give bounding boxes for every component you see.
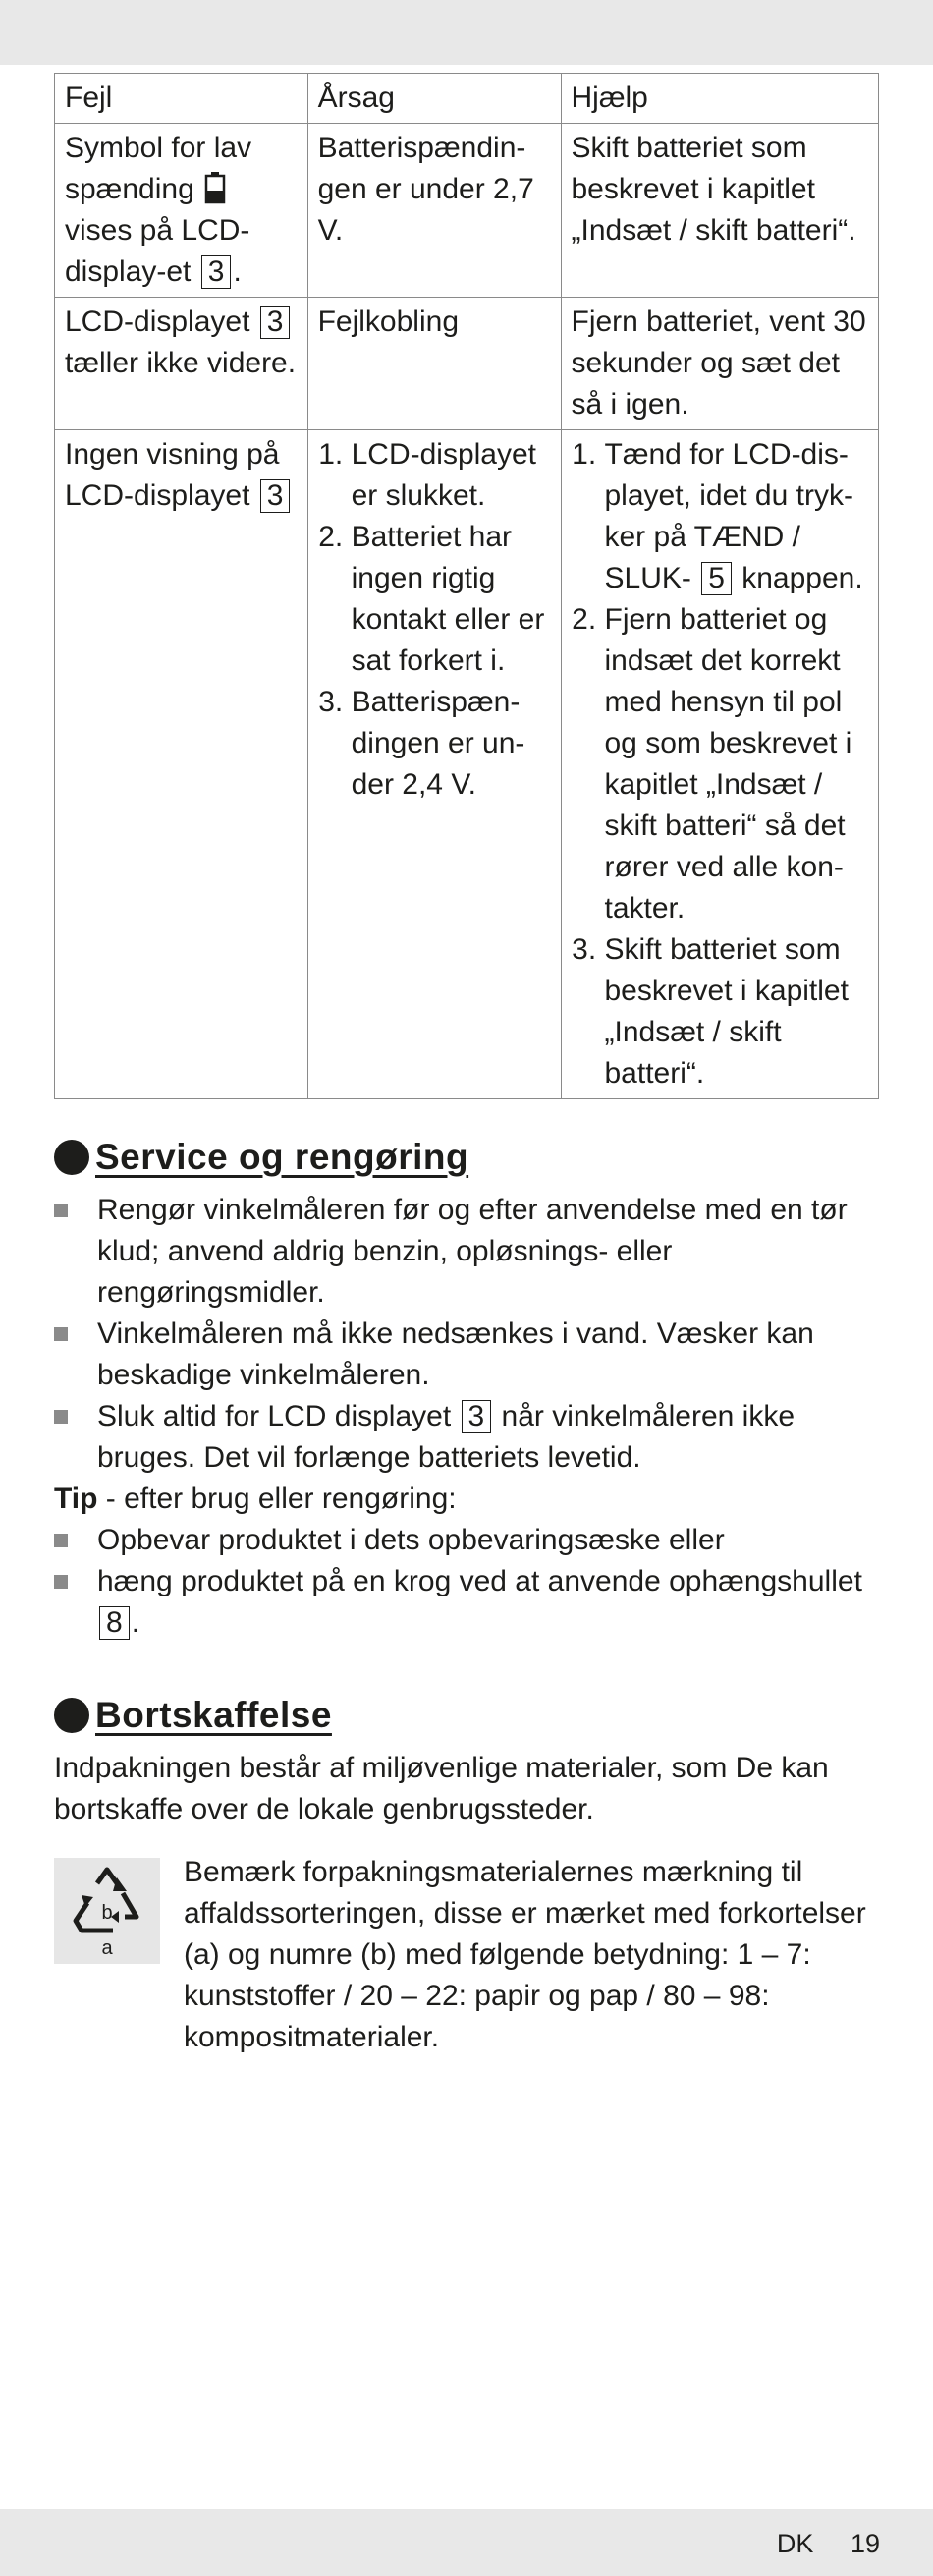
page-footer bbox=[747, 2529, 880, 2559]
reference-number: 3 bbox=[201, 255, 232, 289]
fault-text: . bbox=[233, 255, 242, 288]
fault-text: tæller ikke videre. bbox=[65, 347, 297, 379]
column-header-fault: Fejl bbox=[55, 74, 308, 124]
recycling-text: Bemærk forpakningsmaterialernes mærkning til affaldssorteringen, disse er mærket med forkortelser (a) og numre (b) med følgende betydning: 1 – 7: kunststoffer / 20 – 22: papir og pap / 80 – 98: kompositmaterialer. bbox=[184, 1856, 866, 2053]
list-item: Rengør vinkelmåleren før og efter anvendelse med en tør klud; anvend aldrig benzin, opløsnings- eller rengøringsmidler. bbox=[54, 1190, 879, 1314]
fault-cell bbox=[55, 124, 308, 298]
cause-cell: Batterispændin-gen er under 2,7 V. bbox=[307, 124, 561, 298]
reference-number: 5 bbox=[701, 562, 732, 595]
fault-text: LCD-displayet bbox=[65, 306, 250, 338]
cause-cell: Fejlkobling bbox=[307, 298, 561, 430]
recycling-note bbox=[54, 1852, 879, 2058]
recycle-code-b: b bbox=[101, 1902, 113, 1924]
item-text: når vinkelmåleren ikke bruges. Det vil forlænge batteriets levetid. bbox=[97, 1400, 796, 1474]
recycle-code-a: a bbox=[101, 1937, 113, 1959]
section-title: Bortskaffelse bbox=[95, 1695, 332, 1735]
fault-cell bbox=[55, 430, 308, 1099]
tip-line bbox=[54, 1479, 879, 1520]
service-heading bbox=[54, 1137, 879, 1178]
bullet-dot-icon bbox=[54, 1698, 89, 1733]
item-text: hæng produktet på en krog ved at anvende ophængshullet bbox=[97, 1565, 862, 1597]
low-battery-icon bbox=[204, 171, 226, 204]
reference-number: 3 bbox=[462, 1400, 492, 1433]
list-item: 3. Batterispæn-dingen er un-der 2,4 V. bbox=[352, 682, 551, 806]
list-item bbox=[54, 1561, 879, 1644]
table-row bbox=[55, 430, 879, 1099]
column-header-cause: Årsag bbox=[307, 74, 561, 124]
help-cell: Skift batteriet som beskrevet i kapitlet „Indsæt / skift batteri“. bbox=[561, 124, 879, 298]
list-item: 3. Skift batteriet som beskrevet i kapitlet „Indsæt / skift batteri“. bbox=[605, 929, 869, 1094]
item-text: Sluk altid for LCD displayet bbox=[97, 1400, 452, 1432]
help-text: knappen. bbox=[741, 562, 863, 594]
header-band bbox=[0, 0, 933, 65]
column-header-help: Hjælp bbox=[561, 74, 879, 124]
service-list bbox=[54, 1190, 879, 1479]
list-item: 2. Batteriet har ingen rigtig kontakt eller er sat forkert i. bbox=[352, 517, 551, 682]
disposal-intro: Indpakningen består af miljøvenlige materialer, som De kan bortskaffe over de lokale genbrugssteder. bbox=[54, 1752, 829, 1825]
list-item: 1. LCD-displayet er slukket. bbox=[352, 434, 551, 517]
list-item bbox=[605, 434, 869, 599]
page-content bbox=[54, 73, 879, 2058]
troubleshooting-table bbox=[54, 73, 879, 1099]
reference-number: 8 bbox=[99, 1606, 130, 1640]
item-text: . bbox=[131, 1606, 140, 1639]
page-number: 19 bbox=[850, 2529, 880, 2558]
reference-number: 3 bbox=[260, 479, 291, 513]
list-item: Opbevar produktet i dets opbevaringsæske eller bbox=[54, 1520, 879, 1561]
list-item: Vinkelmåleren må ikke nedsænkes i vand. Væsker kan beskadige vinkelmåleren. bbox=[54, 1314, 879, 1396]
disposal-heading bbox=[54, 1695, 879, 1736]
tip-label: Tip bbox=[54, 1483, 98, 1515]
reference-number: 3 bbox=[260, 306, 291, 339]
language-code: DK bbox=[776, 2529, 814, 2558]
cause-cell bbox=[307, 430, 561, 1099]
help-cell: Fjern batteriet, vent 30 sekunder og sæt det så i igen. bbox=[561, 298, 879, 430]
fault-text: vises på LCD-display-et bbox=[65, 214, 250, 288]
recycle-icon bbox=[54, 1858, 160, 1964]
fault-text: Symbol for lav spænding bbox=[65, 132, 252, 205]
list-item bbox=[54, 1396, 879, 1479]
list-item: 2. Fjern batteriet og indsæt det korrekt med hensyn til pol og som beskrevet i kapitlet „Indsæt / skift batteri“ så det rører ved alle kon-takter. bbox=[605, 599, 869, 929]
section-title: Service og rengøring bbox=[95, 1137, 469, 1177]
bullet-dot-icon bbox=[54, 1140, 89, 1175]
help-cell bbox=[561, 430, 879, 1099]
help-text: Tænd for LCD-dis-playet, idet du tryk-ker på TÆND / SLUK- bbox=[604, 438, 853, 594]
tip-text: - efter brug eller rengøring: bbox=[97, 1483, 457, 1515]
fault-cell bbox=[55, 298, 308, 430]
cause-list bbox=[318, 434, 551, 806]
fault-text: Ingen visning på LCD-displayet bbox=[65, 438, 280, 512]
help-list bbox=[572, 434, 869, 1094]
table-header-row bbox=[55, 74, 879, 124]
tip-list bbox=[54, 1520, 879, 1644]
table-row bbox=[55, 298, 879, 430]
table-row bbox=[55, 124, 879, 298]
